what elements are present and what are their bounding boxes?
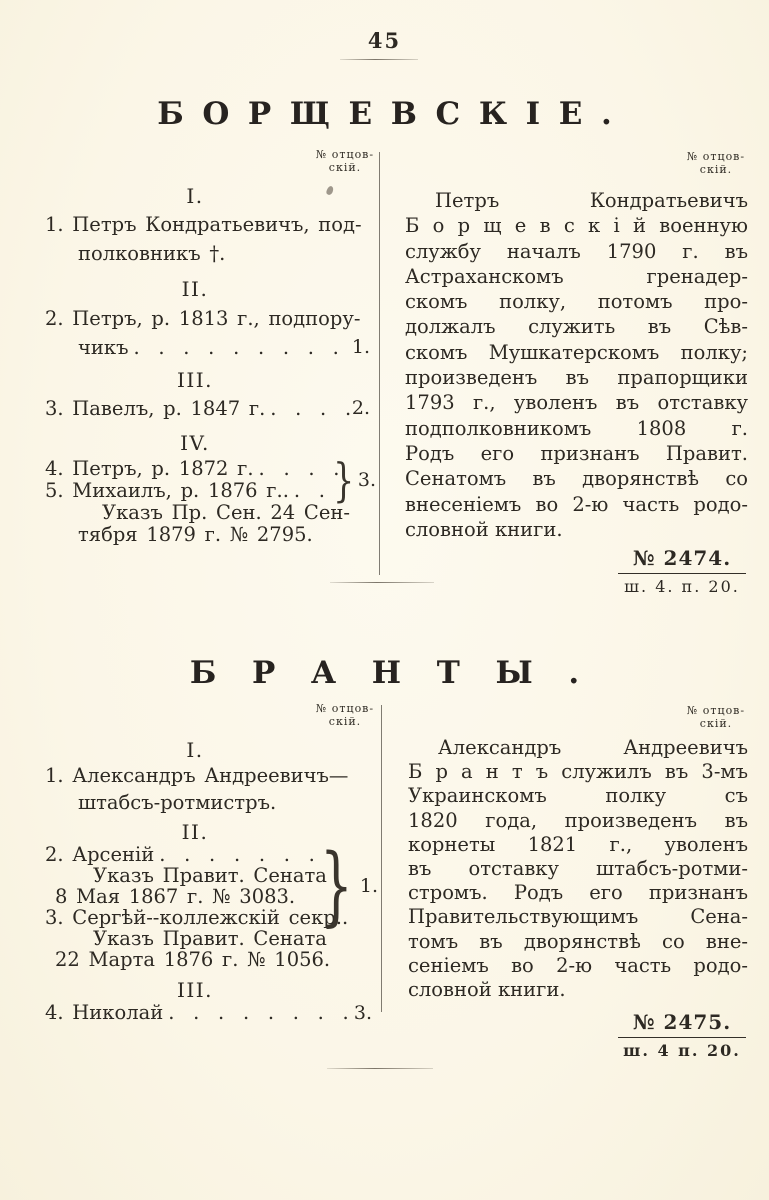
entry-line: 3. Сергѣй--коллежскій секр..: [45, 906, 349, 929]
case-reference: [618, 546, 746, 596]
narrative-line: Украинскомъ полку съ: [408, 784, 748, 808]
father-number: 3.: [353, 1002, 372, 1024]
father-number-header: [312, 703, 378, 728]
father-number-header-line1: № отцов-: [315, 702, 375, 715]
section-title-branty: БРАНТЫ.: [189, 655, 615, 691]
generation-heading: III.: [176, 368, 214, 392]
entry-text: 3. Павелъ, р. 1847 г.: [45, 397, 266, 420]
father-number-header-line1: № отцов-: [315, 148, 375, 161]
father-number: 1.: [359, 875, 378, 897]
decree-note-line: 8 Мая 1867 г. № 3083.: [55, 885, 296, 908]
case-reference: [618, 1010, 746, 1060]
generation-heading: I.: [186, 738, 204, 762]
entry-line: полковникъ †.: [78, 242, 226, 265]
narrative-line: внесеніемъ во 2-ю часть родо-: [405, 492, 748, 516]
dot-leader: . . . . . . . .: [159, 843, 345, 866]
dot-leader: . .: [293, 479, 331, 502]
narrative-line: Астраханскомъ гренадер-: [405, 264, 748, 288]
narrative-line: словной книги.: [408, 977, 566, 1001]
section-title-borshchevskie: БОРЩЕВСКІЕ.: [157, 96, 631, 132]
decree-note-line: 22 Марта 1876 г. № 1056.: [55, 948, 331, 971]
page-number: 45: [367, 28, 402, 53]
genealogy-column: [45, 738, 382, 1024]
father-number-header: [682, 151, 750, 176]
narrative-line: службу началъ 1790 г. въ: [405, 239, 748, 263]
shelf-code: ш. 4. п. 20.: [618, 573, 746, 596]
decree-note-line: тября 1879 г. № 2795.: [78, 523, 313, 546]
section-divider: [330, 582, 434, 583]
sibling-group: [45, 458, 380, 502]
narrative-line: подполковникомъ 1808 г.: [405, 416, 748, 440]
father-number-header: [682, 705, 750, 730]
entry-text: чикъ: [78, 336, 129, 359]
narrative-line: 1793 г., уволенъ въ отставку: [405, 391, 748, 415]
father-number-header-line1: № отцов-: [686, 704, 746, 717]
entry-line: [45, 333, 380, 362]
narrative-line: должалъ служить въ Сѣв-: [405, 315, 748, 339]
sibling-group: [45, 844, 382, 928]
entry-line: 1. Петръ Кондратьевичъ, под-: [45, 213, 362, 236]
narrative-line: скомъ Мушкатерскомъ полку;: [405, 340, 748, 364]
entry-line: [45, 394, 380, 423]
father-number-header-line2: скій.: [699, 162, 733, 176]
father-number-header: [312, 149, 378, 174]
narrative-column: [408, 736, 748, 1060]
brace-icon: [329, 457, 358, 503]
page-end-divider: [327, 1068, 433, 1069]
dot-leader: . . . .: [258, 457, 345, 480]
narrative-line: Правительствующимъ Сена-: [408, 905, 748, 929]
entry-line: [45, 1002, 382, 1024]
entry-text: 5. Михаилъ, р. 1876 г..: [45, 479, 289, 502]
narrative-line: 1820 года, произведенъ въ: [408, 808, 748, 832]
father-number: 1.: [351, 336, 370, 358]
decree-note-line: Указъ Правит. Сената: [93, 927, 327, 950]
entry-line: 1. Александръ Андреевичъ—: [45, 764, 349, 787]
narrative-line: Родъ его признанъ Правит.: [405, 441, 748, 465]
entry-text: 2. Арсеній: [45, 843, 155, 866]
narrative-line: произведенъ въ прапорщики: [405, 366, 748, 390]
generation-heading: II.: [181, 277, 209, 301]
narrative-line: корнеты 1821 г., уволенъ: [408, 832, 748, 856]
genealogy-column: [45, 184, 380, 546]
decree-note-line: Указъ Пр. Сен. 24 Сен-: [102, 501, 350, 524]
dot-leader: . . . .: [270, 397, 357, 420]
narrative-line: Б р а н т ъ служилъ въ 3-мъ: [408, 760, 748, 784]
case-number: № 2475.: [632, 1010, 732, 1035]
narrative-line: Александръ Андреевичъ: [438, 736, 748, 759]
generation-heading: IV.: [180, 431, 210, 455]
generation-heading: III.: [176, 978, 214, 1002]
narrative-line: скомъ полку, потомъ про-: [405, 290, 748, 314]
father-number-header-line2: скій.: [328, 714, 362, 728]
case-number: № 2474.: [632, 546, 732, 571]
decree-note-line: Указъ Правит. Сената: [93, 864, 327, 887]
narrative-line: Сенатомъ въ дворянствѣ со: [405, 467, 748, 491]
father-number-header-line2: скій.: [328, 160, 362, 174]
entry-text: 4. Петръ, р. 1872 г.: [45, 457, 254, 480]
entry-line: 2. Петръ, р. 1813 г., подпору-: [45, 307, 361, 330]
dot-leader: . . . . . . . . .: [133, 336, 344, 359]
brace-icon: [309, 843, 364, 929]
entry-line: штабсъ-ротмистръ.: [78, 791, 277, 814]
narrative-line: Б о р щ е в с к і й военную: [405, 214, 748, 238]
father-number: 3.: [357, 469, 376, 491]
father-number: 2.: [351, 397, 370, 419]
father-number-header-line1: № отцов-: [686, 150, 746, 163]
generation-heading: II.: [181, 820, 209, 844]
father-number-header-line2: скій.: [699, 716, 733, 730]
shelf-code: ш. 4 п. 20.: [618, 1037, 746, 1060]
narrative-line: стромъ. Родъ его признанъ: [408, 881, 748, 905]
page-number-rule: [340, 59, 418, 60]
narrative-column: [405, 188, 748, 596]
narrative-line: сеніемъ во 2-ю часть родо-: [408, 953, 748, 977]
narrative-line: въ отставку штабсъ-ротми-: [408, 856, 748, 880]
generation-heading: I.: [186, 184, 204, 208]
narrative-line: словной книги.: [405, 517, 563, 541]
entry-text: 4. Николай: [45, 1001, 164, 1024]
narrative-line: Петръ Кондратьевичъ: [435, 189, 748, 212]
dot-leader: . . . . . . . .: [168, 1001, 354, 1024]
narrative-line: томъ въ дворянствѣ со вне-: [408, 929, 748, 953]
